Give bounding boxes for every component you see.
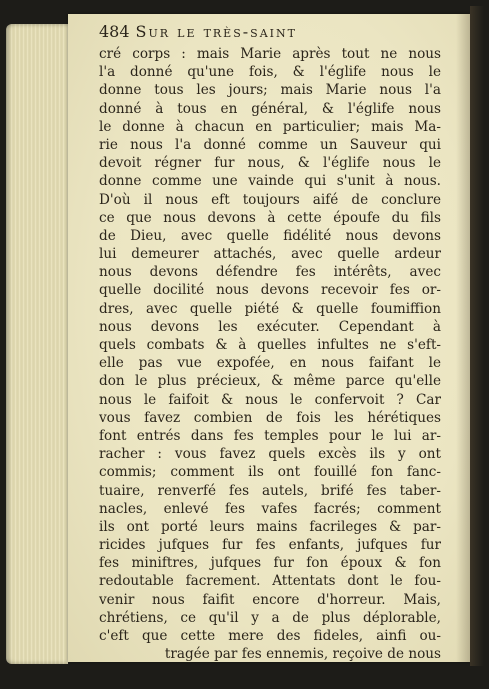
text-line: tuaire, renverfé fes autels, brifé fes taber-: [99, 482, 441, 499]
text-line: nous le faifoit & nous le confervoit ? Car: [99, 391, 441, 408]
text-line: nous devons les exécuter. Cependant à: [99, 318, 441, 335]
page-gutter-shadow: [456, 14, 470, 662]
body-text: [99, 45, 441, 663]
text-line: nacles, enlevé fes vafes facrés; comment: [99, 500, 441, 517]
text-line: quels combats & à quelles infultes ne s'eft-: [99, 337, 441, 353]
text-line: ricides jufques fur fes enfants, jufques fur: [99, 537, 441, 554]
text-line: le donne à chacun en particulier; mais Ma-: [99, 118, 441, 135]
text-line: ce que nous devons à cette époufe du fils: [99, 209, 441, 226]
text-line: fes miniftres, jufques fur fon époux & fon: [99, 555, 441, 572]
page-edges: [6, 24, 68, 664]
text-line: font entrés dans fes temples pour le lui ar-: [99, 427, 441, 444]
book-spine: [470, 6, 484, 666]
text-line: vous favez combien de fois les hérétiques: [99, 409, 441, 426]
running-header: [99, 22, 469, 46]
text-line: D'où il nous eft toujours aifé de conclure: [99, 191, 441, 208]
running-title: Sur le très-saint: [135, 22, 297, 41]
text-line: ils ont porté leurs mains facrileges & par-: [99, 518, 441, 535]
text-line: lui demeurer attachés, avec quelle ardeur: [99, 246, 441, 263]
text-line: nous devons défendre fes intérêts, avec: [99, 264, 441, 281]
text-line: donné à tous en général, & l'églife nous: [99, 100, 441, 117]
text-line: quelle docilité nous devons recevoir fes or-: [99, 282, 441, 299]
text-line: l'a donné qu'une fois, & l'églife nous le: [99, 64, 441, 81]
text-line: donne comme une vainde qui s'unit à nous.: [99, 173, 441, 190]
text-line: cré corps : mais Marie après tout ne nous: [99, 46, 441, 62]
text-line: venir nous faifit encore d'horreur. Mais,: [99, 591, 441, 608]
text-line: donne tous les jours; mais Marie nous l'a: [99, 82, 441, 99]
text-line: devoit régner fur nous, & l'églife nous le: [99, 155, 441, 172]
text-line: don le plus précieux, & même parce qu'elle: [99, 373, 441, 390]
text-line: c'eft que cette mere des fideles, ainfi ou-: [99, 628, 441, 644]
text-line: chrétiens, ce qu'il y a de plus déplorable,: [99, 609, 441, 626]
text-line: racher : vous favez quels excès ils y ont: [99, 446, 441, 463]
text-line: dres, avec quelle piété & quelle foumiffion: [99, 300, 441, 317]
text-line: elle pas vue expofée, en nous faifant le: [99, 355, 441, 372]
text-line: tragée par fes ennemis, reçoive de nous: [164, 646, 441, 663]
text-line: rie nous l'a donné comme un Sauveur qui: [99, 136, 441, 153]
text-line: de Dieu, avec quelle fidélité nous devons: [99, 227, 441, 244]
page-number: 484: [99, 22, 130, 41]
text-line: commis; comment ils ont fouillé fon fanc-: [99, 464, 441, 481]
text-line: redoutable facrement. Attentats dont le fou-: [99, 573, 441, 590]
